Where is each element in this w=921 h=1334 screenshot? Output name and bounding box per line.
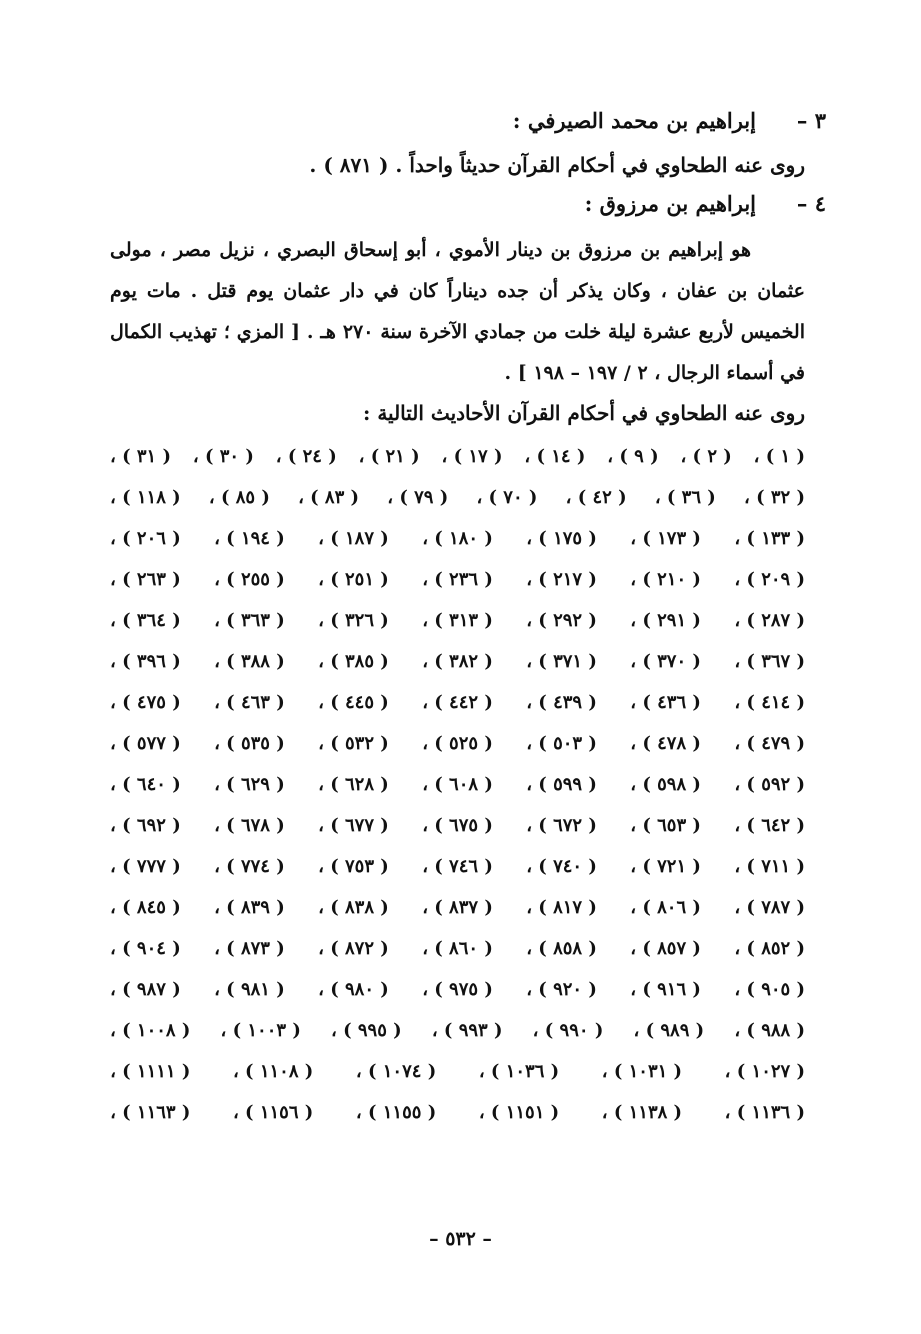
hadith-reference: ( ٨٦٠ ) ، — [422, 938, 493, 959]
page-number: – ٥٣٢ – — [429, 1228, 492, 1250]
hadith-reference: ( ١٧٣ ) ، — [630, 528, 701, 549]
hadith-reference: ( ١٠٠٨ ) ، — [110, 1020, 191, 1041]
hadith-reference: ( ٦٧٨ ) ، — [214, 815, 285, 836]
hadith-reference: ( ١١٣٦ ) ، — [724, 1102, 805, 1123]
hadith-reference: ( ٥٧٧ ) ، — [110, 733, 181, 754]
hadith-reference: ( ١٠٧٤ ) ، — [355, 1061, 437, 1082]
hadith-reference: ( ١٠٢٧ ) ، — [724, 1061, 805, 1082]
hadith-reference: ( ٨٥٨ ) ، — [526, 938, 597, 959]
entry-3-name: إبراهيم بن محمد الصيرفي : — [512, 108, 756, 133]
hadith-reference: ( ٨٣ ) ، — [298, 487, 360, 508]
hadith-reference: ( ٩١٦ ) ، — [630, 979, 701, 1000]
hadith-row — [110, 846, 805, 887]
hadith-reference: ( ٧٤٦ ) ، — [422, 856, 493, 877]
hadith-reference: ( ٩٢٠ ) ، — [526, 979, 597, 1000]
hadith-reference: ( ٧٥٣ ) ، — [318, 856, 389, 877]
hadith-reference: ( ٣٢٦ ) ، — [318, 610, 389, 631]
hadith-reference: ( ١٧٥ ) ، — [526, 528, 597, 549]
hadith-reference: ( ٤٦٣ ) ، — [214, 692, 285, 713]
hadith-reference: ( ٦٧٢ ) ، — [526, 815, 597, 836]
hadith-reference: ( ٥٣٢ ) ، — [318, 733, 389, 754]
hadith-row — [110, 559, 805, 600]
hadith-row — [110, 764, 805, 805]
hadith-reference: ( ٦٤٠ ) ، — [110, 774, 181, 795]
hadith-reference: ( ٨١٧ ) ، — [526, 897, 597, 918]
hadith-reference: ( ٣٩٦ ) ، — [110, 651, 181, 672]
hadith-reference: ( ٢١ ) ، — [358, 446, 420, 467]
hadith-reference: ( ٥٩٩ ) ، — [526, 774, 597, 795]
hadith-reference: ( ٦٢٩ ) ، — [214, 774, 285, 795]
hadith-reference: ( ١٤ ) ، — [524, 446, 586, 467]
hadith-reference: ( ٧٧٧ ) ، — [110, 856, 181, 877]
hadith-row — [110, 805, 805, 846]
hadith-reference: ( ١٠٣٦ ) ، — [478, 1061, 560, 1082]
hadith-reference: ( ١٨٠ ) ، — [422, 528, 493, 549]
hadith-reference: ( ٢٠٩ ) ، — [734, 569, 805, 590]
hadith-row — [110, 969, 805, 1010]
hadith-reference: ( ١١٥١ ) ، — [478, 1102, 560, 1123]
hadith-row — [110, 436, 805, 477]
hadith-reference: ( ٨٥ ) ، — [208, 487, 270, 508]
hadith-reference: ( ٣٧١ ) ، — [526, 651, 597, 672]
hadith-reference: ( ٣٨٥ ) ، — [318, 651, 389, 672]
hadith-reference: ( ٨٧٢ ) ، — [318, 938, 389, 959]
hadith-reference: ( ٨٥٧ ) ، — [630, 938, 701, 959]
hadith-reference: ( ٧٢١ ) ، — [630, 856, 701, 877]
hadith-reference: ( ١١٥٦ ) ، — [232, 1102, 314, 1123]
hadith-reference: ( ٨٤٥ ) ، — [110, 897, 181, 918]
hadith-reference: ( ٨٣٩ ) ، — [214, 897, 285, 918]
hadith-reference: ( ٥٣٥ ) ، — [214, 733, 285, 754]
hadith-reference: ( ٩٠٥ ) ، — [734, 979, 805, 1000]
hadith-reference: ( ٢٦٣ ) ، — [110, 569, 181, 590]
entry-3-text: روى عنه الطحاوي في أحكام القرآن حديثاً واحداً . ( ٨٧١ ) . — [309, 153, 805, 177]
hadith-reference: ( ٧٠ ) ، — [476, 487, 538, 508]
entry-4-number: ٤ – — [796, 191, 826, 216]
hadith-reference: ( ١١١١ ) ، — [110, 1061, 191, 1082]
hadith-reference: ( ١١٨ ) ، — [110, 487, 181, 508]
hadith-reference: ( ٦٤٢ ) ، — [734, 815, 805, 836]
hadith-reference: ( ٣٨٨ ) ، — [214, 651, 285, 672]
hadith-reference: ( ٤١٤ ) ، — [734, 692, 805, 713]
hadith-reference: ( ٤٧٥ ) ، — [110, 692, 181, 713]
hadith-reference: ( ٤٧٨ ) ، — [630, 733, 701, 754]
hadith-reference: ( ٥٠٣ ) ، — [526, 733, 597, 754]
hadith-reference: ( ٢٥٥ ) ، — [214, 569, 285, 590]
hadith-row — [110, 928, 805, 969]
hadith-reference: ( ٥٢٥ ) ، — [422, 733, 493, 754]
hadith-reference: ( ٤٤٥ ) ، — [318, 692, 389, 713]
hadith-reference: ( ٦٢٨ ) ، — [318, 774, 389, 795]
hadith-reference: ( ١٧ ) ، — [441, 446, 503, 467]
hadith-row — [110, 682, 805, 723]
hadith-reference: ( ٢٥١ ) ، — [318, 569, 389, 590]
entry-4-heading — [110, 189, 826, 219]
hadith-reference: ( ٩٩٥ ) ، — [331, 1020, 402, 1041]
hadith-reference: ( ٧٧٤ ) ، — [214, 856, 285, 877]
hadith-reference: ( ٩٠٤ ) ، — [110, 938, 181, 959]
entry-4-biography: هو إبراهيم بن مرزوق بن دينار الأموي ، أبو إسحاق البصري ، نزيل مصر ، مولى عثمان بن عفان ، وكان يذكر أن جده ديناراً كان في دار عثمان يوم قتل . مات يوم الخميس لأربع عشرة ليلة خلت من جمادي الآخرة سنة ٢٧٠ هـ . [ المزي ؛ تهذيب الكمال في أسماء الرجال ، ٢ / ١٩٧ – ١٩٨ ] . — [110, 239, 806, 384]
hadith-reference: ( ٨٥٢ ) ، — [734, 938, 805, 959]
hadith-reference: ( ٣٦٣ ) ، — [214, 610, 285, 631]
hadith-reference: ( ٩ ) ، — [607, 446, 659, 467]
hadith-reference: ( ٣٢ ) ، — [744, 487, 805, 508]
hadith-reference: ( ٣٧٠ ) ، — [630, 651, 701, 672]
hadith-reference: ( ٩٨٩ ) ، — [633, 1020, 705, 1041]
hadith-reference: ( ٦٧٧ ) ، — [318, 815, 389, 836]
hadith-reference: ( ٩٨٨ ) ، — [734, 1020, 805, 1041]
hadith-reference: ( ١١٥٥ ) ، — [355, 1102, 437, 1123]
hadith-row — [110, 723, 805, 764]
hadith-reference: ( ٢٩١ ) ، — [630, 610, 701, 631]
hadith-reference: ( ١١٠٨ ) ، — [232, 1061, 314, 1082]
hadith-reference: ( ٩٨١ ) ، — [214, 979, 285, 1000]
hadith-reference: ( ١٣٣ ) ، — [734, 528, 805, 549]
hadith-reference: ( ٧٨٧ ) ، — [734, 897, 805, 918]
hadith-reference: ( ١٠٠٣ ) ، — [220, 1020, 301, 1041]
hadith-reference: ( ٦٠٨ ) ، — [422, 774, 493, 795]
hadith-reference: ( ٢٠٦ ) ، — [110, 528, 181, 549]
hadith-reference: ( ٨٣٨ ) ، — [318, 897, 389, 918]
hadith-reference: ( ٥٩٨ ) ، — [630, 774, 701, 795]
hadith-reference: ( ٨٣٧ ) ، — [422, 897, 493, 918]
hadith-reference: ( ٢٨٧ ) ، — [734, 610, 805, 631]
entry-3-number: ٣ – — [796, 108, 826, 133]
hadith-reference: ( ٣١٣ ) ، — [422, 610, 493, 631]
hadith-reference: ( ٣٠ ) ، — [192, 446, 254, 467]
hadith-reference: ( ٦٧٥ ) ، — [422, 815, 493, 836]
hadith-reference: ( ١٠٣١ ) ، — [601, 1061, 683, 1082]
hadith-row — [110, 518, 805, 559]
hadith-reference: ( ٩٩٣ ) ، — [431, 1020, 503, 1041]
hadith-reference: ( ٥٩٢ ) ، — [734, 774, 805, 795]
hadith-reference: ( ٤٣٩ ) ، — [526, 692, 597, 713]
hadith-reference: ( ٨٧٣ ) ، — [214, 938, 285, 959]
hadith-reference: ( ٣٦٧ ) ، — [734, 651, 805, 672]
hadith-reference: ( ٣٦٤ ) ، — [110, 610, 181, 631]
hadith-reference: ( ١١٦٣ ) ، — [110, 1102, 191, 1123]
hadith-row — [110, 887, 805, 928]
hadith-reference: ( ٧٩ ) ، — [387, 487, 449, 508]
entry-4-name: إبراهيم بن مرزوق : — [584, 191, 756, 216]
hadith-reference: ( ٧٤٠ ) ، — [526, 856, 597, 877]
hadith-reference: ( ٢ ) ، — [680, 446, 732, 467]
hadith-reference: ( ١١٣٨ ) ، — [601, 1102, 683, 1123]
hadith-reference: ( ١٨٧ ) ، — [318, 528, 389, 549]
hadith-reference: ( ٧١١ ) ، — [734, 856, 805, 877]
hadith-row — [110, 1051, 805, 1092]
hadith-reference: ( ١٩٤ ) ، — [214, 528, 285, 549]
hadith-reference: ( ٣٦ ) ، — [654, 487, 716, 508]
hadith-reference: ( ٤٢ ) ، — [565, 487, 627, 508]
hadith-reference: ( ٤٤٢ ) ، — [422, 692, 493, 713]
entry-3-heading — [110, 106, 826, 136]
hadith-reference: ( ٤٧٩ ) ، — [734, 733, 805, 754]
hadith-row — [110, 477, 805, 518]
hadith-reference: ( ٩٨٠ ) ، — [318, 979, 389, 1000]
hadith-row — [110, 600, 805, 641]
hadith-reference: ( ٢١٧ ) ، — [526, 569, 597, 590]
hadith-reference: ( ٩٨٧ ) ، — [110, 979, 181, 1000]
hadith-number-list — [110, 436, 805, 1133]
hadith-reference: ( ٦٩٢ ) ، — [110, 815, 181, 836]
hadith-reference: ( ٢٩٢ ) ، — [526, 610, 597, 631]
hadith-reference: ( ١ ) ، — [753, 446, 805, 467]
hadith-reference: ( ٢٤ ) ، — [275, 446, 337, 467]
hadith-reference: ( ٢٣٦ ) ، — [422, 569, 493, 590]
hadith-reference: ( ٣١ ) ، — [110, 446, 172, 467]
hadith-reference: ( ٢١٠ ) ، — [630, 569, 701, 590]
hadith-reference: ( ٣٨٢ ) ، — [422, 651, 493, 672]
hadith-reference: ( ٦٥٣ ) ، — [630, 815, 701, 836]
hadith-reference: ( ٩٧٥ ) ، — [422, 979, 493, 1000]
hadith-row — [110, 1010, 805, 1051]
hadith-row — [110, 1092, 805, 1133]
entry-4-intro: روى عنه الطحاوي في أحكام القرآن الأحاديث التالية : — [362, 401, 805, 425]
hadith-reference: ( ٨٠٦ ) ، — [630, 897, 701, 918]
hadith-row — [110, 641, 805, 682]
hadith-reference: ( ٩٩٠ ) ، — [532, 1020, 604, 1041]
hadith-reference: ( ٤٣٦ ) ، — [630, 692, 701, 713]
